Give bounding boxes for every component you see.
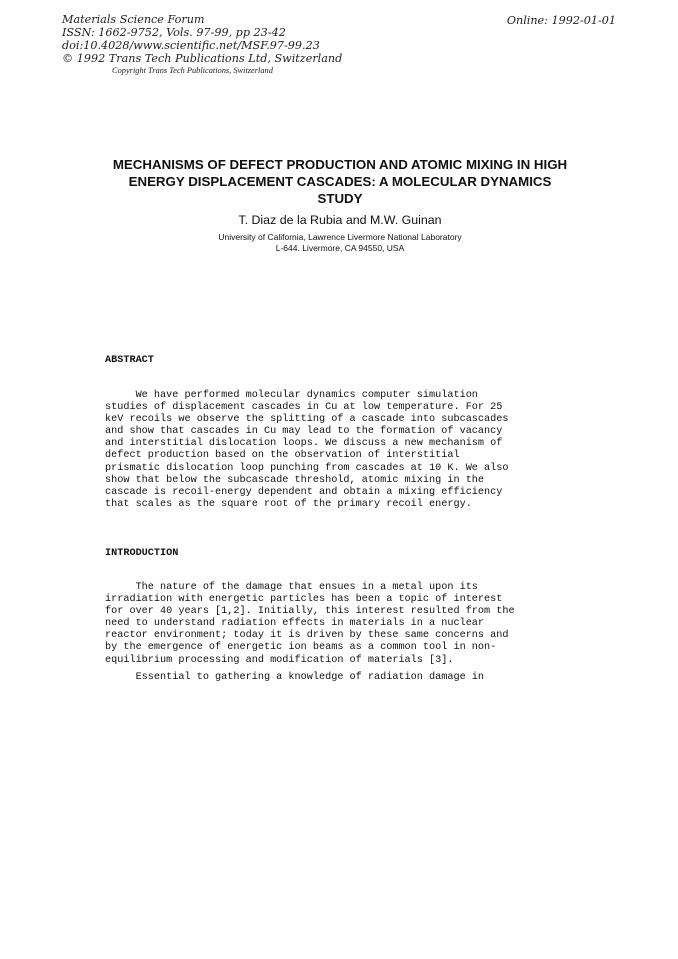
intro-line: reactor environment; today it is driven by these same concerns and: [105, 630, 509, 642]
abstract-body: [105, 390, 509, 511]
abstract-line: and show that cascades in Cu may lead to the formation of vacancy: [105, 426, 503, 438]
online-date: Online: 1992-01-01: [506, 14, 616, 27]
abstract-line: We have performed molecular dynamics computer simulation: [105, 390, 478, 401]
journal-name: Materials Science Forum: [62, 13, 205, 26]
abstract-line: prismatic dislocation loop punching from cascades at 10 K. We also: [105, 462, 509, 474]
intro-line: by the emergence of energetic ion beams as a common tool in non-: [105, 642, 497, 654]
affiliation-line: L-644. Livermore, CA 94550, USA: [275, 243, 405, 253]
paper-title: [90, 156, 590, 207]
intro-line: Essential to gathering a knowledge of radiation damage in: [105, 672, 485, 683]
copyright-line: © 1992 Trans Tech Publications Ltd, Switzerland: [62, 52, 343, 65]
abstract-line: and interstitial dislocation loops. We discuss a new mechanism of: [105, 438, 503, 450]
introduction-paragraph: [105, 672, 484, 684]
title-line: MECHANISMS OF DEFECT PRODUCTION AND ATOMIC MIXING IN HIGH: [112, 157, 568, 172]
intro-line: equilibrium processing and modification of materials [3].: [105, 654, 454, 666]
abstract-line: cascade is recoil-energy dependent and obtain a mixing efficiency: [105, 486, 503, 498]
paper-authors: T. Diaz de la Rubia and M.W. Guinan: [238, 213, 442, 227]
doi-line: doi:10.4028/www.scientific.net/MSF.97-99.23: [62, 39, 320, 52]
introduction-heading: INTRODUCTION: [105, 548, 179, 559]
intro-line: need to understand radiation effects in materials in a nuclear: [105, 618, 485, 630]
title-line: ENERGY DISPLACEMENT CASCADES: A MOLECULAR DYNAMICS: [128, 174, 552, 189]
abstract-line: keV recoils we observe the splitting of a cascade into subcascades: [105, 414, 509, 426]
abstract-line: show that below the subcascade threshold, atomic mixing in the: [105, 474, 485, 486]
title-line: STUDY: [317, 191, 363, 206]
issn-line: ISSN: 1662-9752, Vols. 97-99, pp 23-42: [62, 26, 286, 39]
intro-line: for over 40 years [1,2]. Initially, this interest resulted from the: [105, 606, 515, 618]
introduction-paragraph: [105, 582, 515, 667]
abstract-line: that scales as the square root of the primary recoil energy.: [105, 498, 472, 510]
affiliation-line: University of California, Lawrence Livermore National Laboratory: [218, 232, 462, 242]
intro-line: irradiation with energetic particles has been a topic of interest: [105, 594, 503, 606]
abstract-line: studies of displacement cascades in Cu at low temperature. For 25: [105, 402, 503, 414]
abstract-line: defect production based on the observation of interstitial: [105, 450, 460, 462]
abstract-heading: ABSTRACT: [105, 355, 154, 366]
copyright-small-line: Copyright Trans Tech Publications, Switzerland: [112, 66, 273, 75]
intro-line: The nature of the damage that ensues in a metal upon its: [105, 582, 478, 593]
